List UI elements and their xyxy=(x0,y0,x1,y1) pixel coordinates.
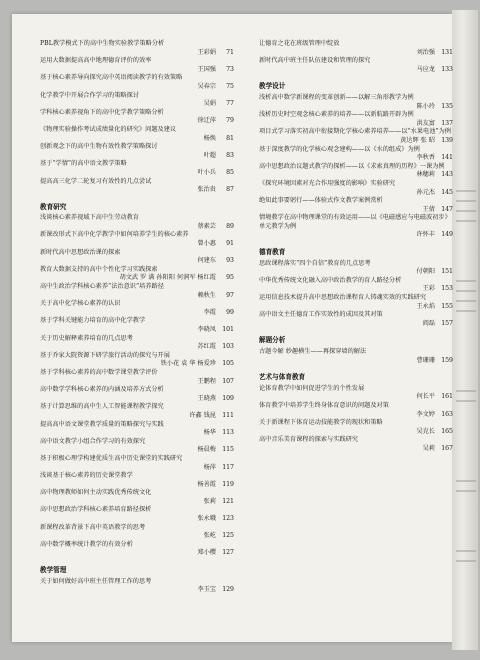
entry-page-number: 105 xyxy=(222,360,234,368)
toc-group-top xyxy=(40,40,236,195)
entry-title: 基于核心素养导向探究高中英语阅读教学的有效策略 xyxy=(40,74,183,82)
section-heading-jiaoyu: 教育研究 xyxy=(40,202,67,211)
entry-title: 关于高中化学核心素养的认识 xyxy=(40,300,121,308)
toc-entry[interactable] xyxy=(40,283,236,300)
entry-author: 杨华 xyxy=(203,429,216,437)
toc-entry[interactable] xyxy=(259,419,455,436)
entry-title: 提高高中语文课堂教学质量的策略探究与实践 xyxy=(40,420,164,428)
entry-author: 陈小玲 xyxy=(416,102,435,110)
toc-entry[interactable] xyxy=(40,421,236,438)
entry-author: 李晓凤 xyxy=(197,326,216,333)
entry-page-number: 103 xyxy=(222,343,234,351)
entry-title: 创新观念下的高中生物有效性教学策略探讨 xyxy=(40,143,158,151)
entry-title: 学科核心素养视角下的高中化学教学策略分析 xyxy=(40,108,164,116)
toc-entry[interactable] xyxy=(40,472,236,489)
entry-title: 高中数学学科核心素养的内涵及培养方式分析 xyxy=(40,386,164,394)
toc-entry[interactable] xyxy=(259,294,455,311)
toc-entry[interactable] xyxy=(259,57,455,74)
toc-entry[interactable] xyxy=(40,300,236,317)
entry-author: 王鹏程 xyxy=(197,377,216,385)
entry-page-number: 151 xyxy=(441,268,453,276)
entry-page-number: 133 xyxy=(441,65,453,73)
entry-author: 叶超 xyxy=(203,151,216,159)
entry-author: 马应龙 xyxy=(416,65,435,73)
toc-entry[interactable] xyxy=(259,277,455,294)
toc-entry[interactable] xyxy=(40,178,236,195)
entry-page-number: 129 xyxy=(222,586,234,594)
entry-author: 王彩娟 xyxy=(197,48,216,56)
section-heading-jieti: 解题分析 xyxy=(259,336,286,345)
toc-entry[interactable] xyxy=(259,385,455,402)
entry-author: 王倩 xyxy=(422,205,435,213)
entry-page-number: 83 xyxy=(226,151,234,159)
entry-author: 叶小兵 xyxy=(197,168,216,176)
entry-page-number: 167 xyxy=(441,444,453,452)
entry-page-number: 71 xyxy=(226,48,234,56)
toc-entry[interactable] xyxy=(40,335,236,352)
entry-title: 中华优秀传统文化融入高中政治教学的育人路径分析 xyxy=(259,276,402,284)
entry-title: 浅析高中数学新课程的变革创新——以解三角形教学为例 xyxy=(259,93,414,101)
entry-page-number: 127 xyxy=(222,549,234,557)
toc-entry[interactable] xyxy=(40,57,236,74)
entry-author: 吴娟 xyxy=(203,100,216,108)
entry-author: 杨善霞 xyxy=(197,480,216,488)
entry-author: 王晓燕 xyxy=(197,394,216,402)
entry-title: 浅析历史时空观念核心素养的培养——以新航路开辟为例 xyxy=(259,111,414,119)
toc-entry[interactable] xyxy=(259,260,455,277)
toc-group-guanli xyxy=(40,578,236,595)
toc-group-jieti xyxy=(259,348,455,365)
toc-group-deyu xyxy=(259,260,455,329)
entry-title: 关于新课程下体育运动技能教学的现状和策略 xyxy=(259,419,383,427)
entry-page-number: 117 xyxy=(222,463,234,471)
entry-title: 新时代高中班主任队伍建设和管理的探究 xyxy=(259,57,371,65)
toc-entry[interactable] xyxy=(40,317,236,334)
entry-title: 基于乔家大院资源下研学旅行活动的探究与开展 xyxy=(40,351,170,359)
entry-title: 高中音乐美育课程的探索与实践研究 xyxy=(259,436,358,444)
entry-title: 新课改形式下高中化学教学中如何培养学生的核心素养 xyxy=(40,231,189,239)
entry-title: 新课程改革背景下高中英语教学的思考 xyxy=(40,523,146,531)
entry-page-number: 143 xyxy=(441,171,453,179)
entry-page-number: 123 xyxy=(222,515,234,523)
entry-author: 张治贵 xyxy=(197,186,216,194)
toc-entry[interactable] xyxy=(40,578,236,595)
entry-page-number: 125 xyxy=(222,532,234,540)
entry-title: 项目式学习落实初高中衔接期化学核心素养培养——以“水果电池”为例 xyxy=(259,128,451,136)
entry-page-number: 137 xyxy=(441,119,453,127)
entry-title: 论体育教学中如何促进学生的个性发展 xyxy=(259,384,365,392)
entry-page-number: 113 xyxy=(222,429,234,437)
toc-entry[interactable] xyxy=(259,40,455,57)
entry-page-number: 93 xyxy=(226,257,234,265)
entry-page-number: 111 xyxy=(222,411,234,419)
entry-author: 洪友富 xyxy=(416,119,435,127)
entry-title: 运用大数据提高高中地理德育评价的效率 xyxy=(40,57,152,65)
toc-entry[interactable] xyxy=(40,455,236,472)
entry-author: 何长平 xyxy=(416,393,435,401)
entry-title: 情境教学在高中物理课堂的有效运用——以《电磁感应与电磁波初步》单元教学为例 xyxy=(259,214,451,230)
next-page-edge xyxy=(452,10,478,650)
toc-entry[interactable] xyxy=(259,180,455,197)
entry-title: 基于“学情”的高中语文教学策略 xyxy=(40,160,127,168)
entry-author: 许鑫 钱昆 xyxy=(189,411,216,419)
entry-page-number: 141 xyxy=(441,154,453,162)
toc-group-sheji xyxy=(259,94,455,240)
entry-author: 黄达辉 张 昭 xyxy=(400,136,435,144)
toc-entry[interactable] xyxy=(259,311,455,328)
entry-page-number: 135 xyxy=(441,102,453,110)
entry-author: 张屹 xyxy=(203,532,216,540)
entry-page-number: 109 xyxy=(222,394,234,402)
entry-page-number: 149 xyxy=(441,231,453,239)
toc-entry[interactable] xyxy=(40,489,236,506)
toc-group-jiaoyu xyxy=(40,214,236,558)
entry-title: 高中数学概率统计教学的有效分析 xyxy=(40,540,133,548)
entry-page-number: 145 xyxy=(441,188,453,196)
toc-left-column xyxy=(40,40,236,595)
entry-title: 古题今解 妙趣横生——再探穿墙的解法 xyxy=(259,348,367,355)
toc-entry[interactable] xyxy=(259,402,455,419)
entry-author: 林穗莉 xyxy=(416,171,435,179)
entry-page-number: 81 xyxy=(226,134,234,142)
entry-author: 何建东 xyxy=(197,257,216,265)
entry-page-number: 91 xyxy=(226,240,234,248)
entry-page-number: 153 xyxy=(441,285,453,293)
entry-author: 张永娥 xyxy=(197,515,216,523)
toc-entry[interactable] xyxy=(40,231,236,248)
toc-right-column xyxy=(259,40,455,454)
entry-title: PBL教学模式下的高中生物实验教学策略分析 xyxy=(40,40,165,47)
toc-group-top-right xyxy=(259,40,455,74)
entry-author: 李文婷 xyxy=(416,410,435,418)
entry-title: 思政课程落实“四个自信”教育的几点思考 xyxy=(259,259,371,267)
entry-author: 付朝阳 xyxy=(416,268,435,276)
section-heading-yishu: 艺术与体育教育 xyxy=(259,373,306,382)
entry-page-number: 89 xyxy=(226,222,234,230)
entry-title: 让德育之花在班级管理中绽放 xyxy=(259,40,340,47)
entry-title: 绝知此事要躬行——体验式作文教学案例赏析 xyxy=(259,197,383,205)
toc-entry[interactable] xyxy=(40,386,236,403)
toc-entry[interactable] xyxy=(40,109,236,126)
entry-title: 高中语文教学小组合作学习的有效探究 xyxy=(40,437,146,445)
entry-author: 蔡素芸 xyxy=(197,222,216,230)
toc-entry[interactable] xyxy=(259,214,455,240)
section-heading-guanli: 教学管理 xyxy=(40,566,67,575)
toc-entry[interactable] xyxy=(259,436,455,453)
entry-page-number: 157 xyxy=(441,319,453,327)
entry-author: 杨晨梅 xyxy=(197,446,216,454)
entry-author: 郑小樱 xyxy=(197,549,216,557)
entry-page-number: 79 xyxy=(226,117,234,125)
entry-page-number: 101 xyxy=(222,326,234,333)
entry-page-number: 73 xyxy=(226,65,234,73)
toc-entry[interactable] xyxy=(40,403,236,420)
entry-author: 孙元杰 xyxy=(416,188,435,196)
entry-page-number: 139 xyxy=(441,136,453,144)
entry-title: 提高高三化学二轮复习有效性的几点尝试 xyxy=(40,177,152,185)
toc-entry[interactable] xyxy=(259,348,455,365)
entry-author: 许怀丰 xyxy=(416,231,435,239)
entry-title: 体育教学中培养学生终身体育意识的问题及对策 xyxy=(259,401,389,409)
entry-page-number: 119 xyxy=(222,480,234,488)
toc-entry[interactable] xyxy=(40,160,236,177)
entry-author: 杨焕 xyxy=(203,134,216,142)
entry-title: 基于深度教学的化学核心观念建构——以《水的组成》为例 xyxy=(259,145,420,153)
toc-group-yishu xyxy=(259,385,455,454)
entry-title: 浅谈基于核心素养的历史课堂教学 xyxy=(40,472,133,480)
entry-title: 高中语文主任德育工作实效性的成因及其对策 xyxy=(259,311,383,319)
toc-entry[interactable] xyxy=(40,249,236,266)
entry-title: 基于学科关键能力培育的高中化学教学 xyxy=(40,317,146,325)
toc-entry[interactable] xyxy=(40,143,236,160)
entry-title: 关于历史解释素养培育的几点思考 xyxy=(40,334,133,342)
entry-title: 《探究环境因素对光合作用强度的影响》实验研究 xyxy=(259,179,396,187)
entry-title: 浅谈核心素养视域下高中生劳动教育 xyxy=(40,214,139,222)
section-heading-sheji: 教学设计 xyxy=(259,82,286,91)
entry-author: 阎磊 xyxy=(422,319,435,327)
entry-author: 曾小惠 xyxy=(197,240,216,248)
entry-title: 高中生政治学科核心素养“法治意识”培养路径 xyxy=(40,283,164,291)
entry-title: 高中思想政治议题式教学的探析——以《求索真理的历程》一课为例 xyxy=(259,162,445,170)
entry-author: 曹珊珊 xyxy=(416,356,435,364)
entry-page-number: 85 xyxy=(226,168,234,176)
entry-title: 教育大数据支持的高中个性化学习实践探索 xyxy=(40,265,158,273)
entry-author: 苏红霞 xyxy=(197,343,216,351)
entry-title: 关于如何做好高中班主任管理工作的思考 xyxy=(40,577,152,585)
entry-author: 王彩 xyxy=(422,285,435,293)
entry-page-number: 147 xyxy=(441,205,453,213)
toc-entry[interactable] xyxy=(259,163,455,180)
entry-page-number: 163 xyxy=(441,410,453,418)
entry-author: 杨萍 xyxy=(203,463,216,471)
entry-author: 刘治强 xyxy=(416,48,435,56)
entry-page-number: 97 xyxy=(226,291,234,299)
entry-page-number: 107 xyxy=(222,377,234,385)
entry-page-number: 75 xyxy=(226,82,234,90)
entry-title: 化学教学中开展合作学习的策略探讨 xyxy=(40,91,139,99)
entry-page-number: 155 xyxy=(441,302,453,310)
entry-title: 高中物理教师如何主动实践优秀传统文化 xyxy=(40,489,152,497)
entry-title: 高中思想政治学科核心素养培育路径探析 xyxy=(40,506,152,514)
entry-page-number: 77 xyxy=(226,100,234,108)
entry-page-number: 115 xyxy=(222,446,234,454)
toc-entry[interactable] xyxy=(40,438,236,455)
toc-entry[interactable] xyxy=(40,266,236,283)
entry-author: 李霞 xyxy=(203,308,216,316)
toc-entry[interactable] xyxy=(40,369,236,386)
toc-entry[interactable] xyxy=(259,111,455,128)
entry-page-number: 161 xyxy=(441,393,453,401)
toc-entry[interactable] xyxy=(40,92,236,109)
entry-author: 李玉宝 xyxy=(197,586,216,594)
entry-title: 《物理实验操作考试成绩量化的研究》问题及建议 xyxy=(40,125,177,133)
entry-title: 基于学科核心素养的高中数学课堂教学评价 xyxy=(40,368,158,376)
entry-author: 吴克长 xyxy=(416,427,435,435)
toc-entry[interactable] xyxy=(259,197,455,214)
entry-title: 运用信息技术提升高中思想政治课程育人铸魂实效的实践研究 xyxy=(259,294,427,302)
entry-author: 胡文武 罗 满 孙阳阳 何润军 杨红霞 xyxy=(119,274,216,282)
section-heading-deyu: 德育教育 xyxy=(259,248,286,257)
entry-page-number: 99 xyxy=(226,308,234,316)
toc-entry[interactable] xyxy=(40,541,236,558)
toc-entry[interactable] xyxy=(40,352,236,369)
entry-author: 吴莉 xyxy=(422,444,435,452)
entry-page-number: 131 xyxy=(441,48,453,56)
entry-author: 张莉 xyxy=(203,497,216,505)
entry-page-number: 87 xyxy=(226,186,234,194)
toc-entry[interactable] xyxy=(40,74,236,91)
toc-entry[interactable] xyxy=(40,506,236,523)
entry-author: 徐迁萍 xyxy=(197,117,216,125)
entry-author: 王永焰 xyxy=(416,302,435,310)
toc-entry[interactable] xyxy=(259,128,455,145)
entry-title: 新时代高中思想政治课的探索 xyxy=(40,248,121,256)
entry-page-number: 95 xyxy=(226,274,234,282)
entry-page-number: 159 xyxy=(441,356,453,364)
entry-author: 赖秋生 xyxy=(197,291,216,299)
entry-title: 基于积极心理学构建优质生高中历史课堂的实践研究 xyxy=(40,454,183,462)
entry-author: 吴春宗 xyxy=(197,82,216,90)
toc-entry[interactable] xyxy=(40,40,236,57)
entry-page-number: 121 xyxy=(222,497,234,505)
entry-author: 王国强 xyxy=(197,65,216,73)
toc-entry[interactable] xyxy=(259,146,455,163)
entry-author: 铁小花 袁 华 杨爱珍 xyxy=(160,360,216,368)
entry-author: 李秋香 xyxy=(416,154,435,162)
toc-entry[interactable] xyxy=(40,126,236,143)
toc-entry[interactable] xyxy=(40,524,236,541)
entry-title: 基于计算思维的高中生人工智能课程教学探究 xyxy=(40,403,164,411)
toc-entry[interactable] xyxy=(40,214,236,231)
entry-page-number: 165 xyxy=(441,427,453,435)
toc-entry[interactable] xyxy=(259,94,455,111)
